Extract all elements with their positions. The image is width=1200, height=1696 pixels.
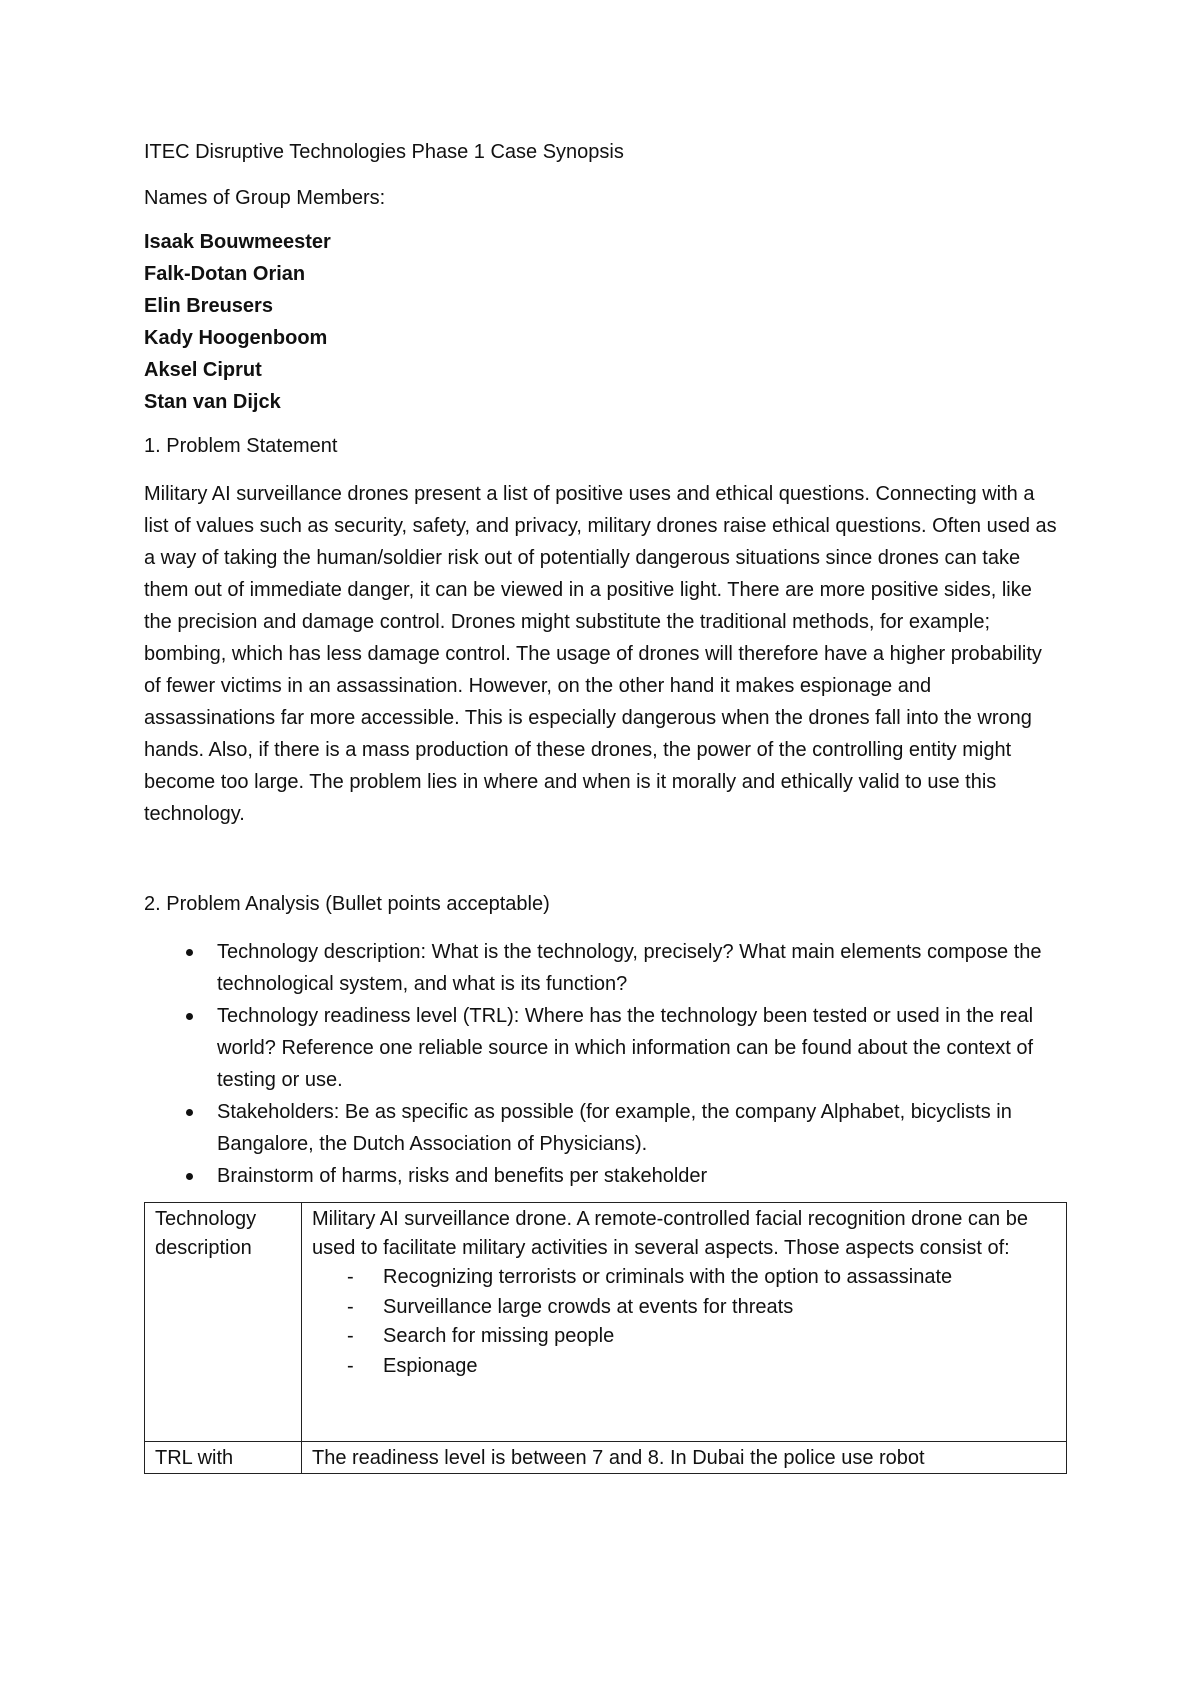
group-members-list <box>144 226 1064 418</box>
dash-icon: - <box>347 1354 354 1377</box>
dash-icon: - <box>347 1325 354 1347</box>
table-row <box>145 1203 1067 1442</box>
bullet-text: Technology description: What is the technology, precisely? What main elements compose the technological system, and what is its function? <box>217 941 1042 995</box>
group-members-label: Names of Group Members: <box>144 187 386 209</box>
group-member: Isaak Bouwmeester <box>144 231 331 253</box>
group-member: Aksel Ciprut <box>144 359 262 381</box>
group-member: Stan van Dijck <box>144 391 281 413</box>
problem-analysis-heading: 2. Problem Analysis (Bullet points acceptable) <box>144 893 550 915</box>
bullet-icon <box>186 1173 193 1180</box>
list-item <box>312 1263 1056 1293</box>
list-item-text: Espionage <box>383 1354 478 1377</box>
bullet-text: Technology readiness level (TRL): Where has the technology been tested or used in the real world? Reference one reliable source in which information can be found about the context of testing or use. <box>217 1005 1034 1091</box>
technology-aspects-list <box>312 1263 1056 1381</box>
list-item-text: Recognizing terrorists or criminals with the option to assassinate <box>383 1266 953 1288</box>
group-member: Elin Breusers <box>144 295 273 317</box>
bullet-item <box>144 936 1064 1000</box>
bullet-icon <box>186 1109 193 1116</box>
bullet-icon <box>186 1013 193 1020</box>
bullet-item <box>144 1160 1064 1192</box>
dash-icon: - <box>347 1295 354 1318</box>
list-item-text: Surveillance large crowds at events for threats <box>383 1295 794 1318</box>
technology-description-text: Military AI surveillance drone. A remote-controlled facial recognition drone can be used to facilitate military activities in several aspects. Those aspects consist of: <box>312 1208 1028 1259</box>
dash-icon: - <box>347 1266 354 1288</box>
bullet-text: Stakeholders: Be as specific as possible (for example, the company Alphabet, bicyclists in Bangalore, the Dutch Association of Physicians). <box>217 1101 1012 1155</box>
problem-statement-heading: 1. Problem Statement <box>144 435 338 457</box>
table-content-cell: The readiness level is between 7 and 8. In Dubai the police use robot <box>302 1442 1067 1474</box>
table-row <box>145 1442 1067 1474</box>
group-member: Falk-Dotan Orian <box>144 263 306 285</box>
table-label-cell: Technology description <box>145 1203 302 1442</box>
bullet-item <box>144 1096 1064 1160</box>
list-item <box>312 1322 1056 1352</box>
list-item <box>312 1352 1056 1382</box>
table-content-cell <box>302 1203 1067 1442</box>
bullet-icon <box>186 949 193 956</box>
group-member: Kady Hoogenboom <box>144 327 328 349</box>
bullet-text: Brainstorm of harms, risks and benefits per stakeholder <box>217 1165 708 1187</box>
table-label-cell: TRL with <box>145 1442 302 1474</box>
document-title: ITEC Disruptive Technologies Phase 1 Case Synopsis <box>144 141 624 163</box>
list-item-text: Search for missing people <box>383 1325 615 1347</box>
problem-statement-paragraph: Military AI surveillance drones present a list of positive uses and ethical questions. Connecting with a list of values such as security, safety, and privacy, military drones raise ethical questions. Often used as a way of taking the human/soldier risk out of potentially dangerous situations since drones can take them out of immediate danger, it can be viewed in a positive light. There are more positive sides, like the precision and damage control. Drones might substitute the traditional methods, for example; bombing, which has less damage control. The usage of drones will therefore have a higher probability of fewer victims in an assassination. However, on the other hand it makes espionage and assassinations far more accessible. This is especially dangerous when the drones fall into the wrong hands. Also, if there is a mass production of these drones, the power of the controlling entity might become too large. The problem lies in where and when is it morally and ethically valid to use this technology. <box>144 483 1057 825</box>
document-content <box>144 140 1064 1474</box>
bullet-item <box>144 1000 1064 1096</box>
analysis-table <box>144 1202 1067 1474</box>
problem-analysis-bullets <box>144 936 1064 1192</box>
list-item <box>312 1293 1056 1323</box>
